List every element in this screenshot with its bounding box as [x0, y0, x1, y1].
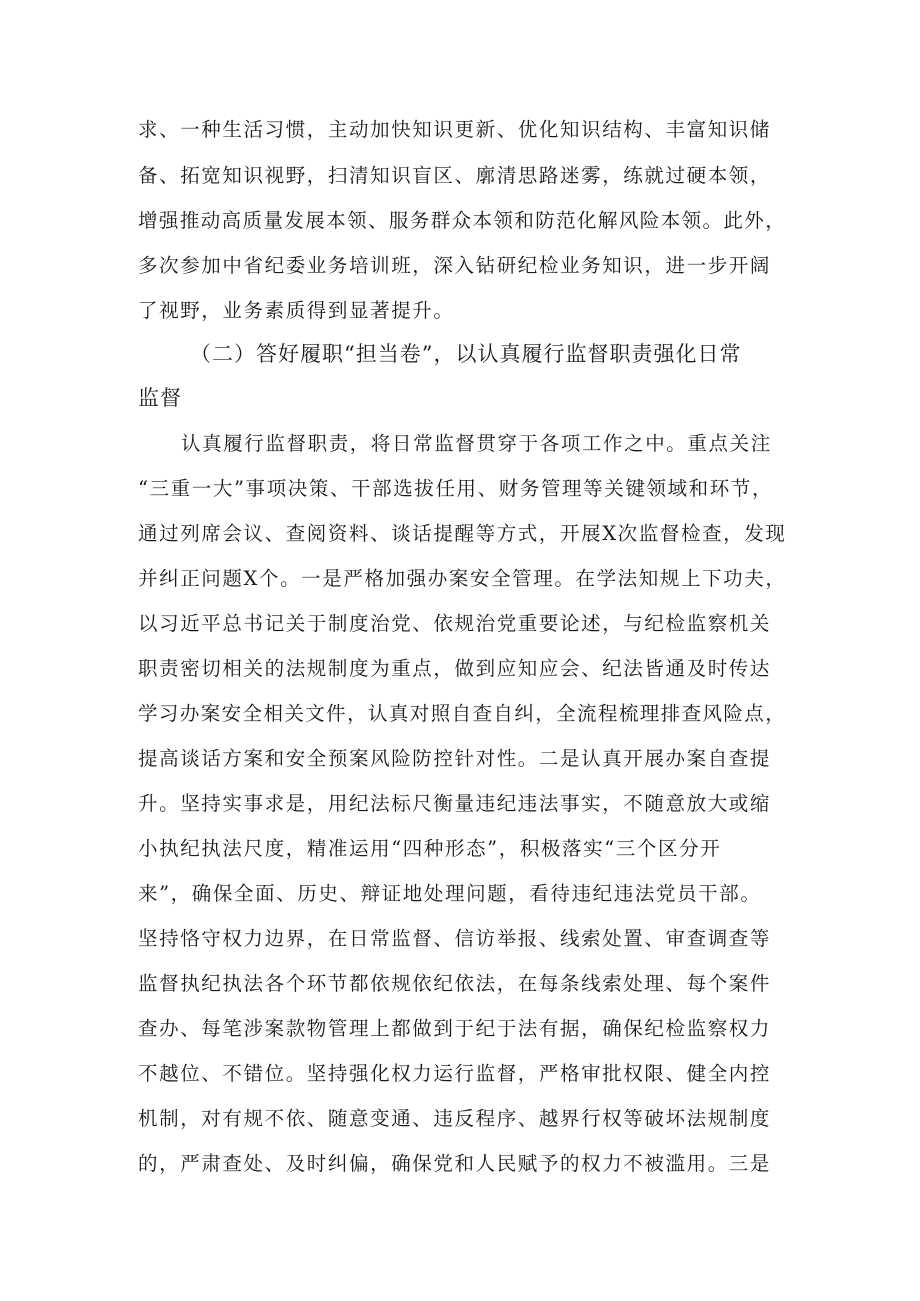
paragraph-2-line-11: 来”，确保全面、历史、辩证地处理问题，看待违纪违法党员干部。	[138, 882, 762, 905]
paragraph-2-line-16: 机制，对有规不依、随意变通、违反程序、越界行权等破坏法规制度	[138, 1107, 772, 1130]
section-heading-line-1: （二）答好履职“担当卷”，以认真履行监督职责强化日常	[190, 342, 742, 366]
paragraph-2-line-17: 的，严肃查处、及时纠偏，确保党和人民赋予的权力不被滥用。三是	[138, 1152, 772, 1175]
paragraph-1-line-3: 增强推动高质量发展本领、服务群众本领和防范化解风险本领。此外，	[138, 209, 787, 232]
paragraph-2-line-1: 认真履行监督职责，将日常监督贯穿于各项工作之中。重点关注	[181, 432, 772, 455]
paragraph-2-line-7: 学习办案安全相关文件，认真对照自查自纠，全流程梳理排查风险点，	[138, 702, 787, 725]
paragraph-2-line-5: 以习近平总书记关于制度治党、依规治党重要论述，与纪检监察机关	[138, 612, 772, 635]
paragraph-2-line-14: 查办、每笔涉案款物管理上都做到于纪于法有据，确保纪检监察权力	[138, 1017, 772, 1040]
paragraph-2-line-15: 不越位、不错位。坚持强化权力运行监督，严格审批权限、健全内控	[138, 1062, 772, 1085]
paragraph-2-line-8: 提高谈话方案和安全预案风险防控针对性。二是认真开展办案自查提	[138, 747, 772, 770]
paragraph-2-line-4: 并纠正问题X个。一是严格加强办案安全管理。在学法知规上下功夫，	[138, 567, 787, 590]
paragraph-1-line-4: 多次参加中省纪委业务培训班，深入钻研纪检业务知识，进一步开阔	[138, 254, 772, 277]
section-heading-line-2: 监督	[138, 386, 182, 410]
paragraph-1-line-1: 求、一种生活习惯，主动加快知识更新、优化知识结构、丰富知识储	[138, 118, 772, 141]
paragraph-1-line-2: 备、拓宽知识视野，扫清知识盲区、廓清思路迷雾，练就过硬本领，	[138, 164, 772, 187]
paragraph-2-line-12: 坚持恪守权力边界，在日常监督、信访举报、线索处置、审查调查等	[138, 927, 772, 950]
paragraph-2-line-6: 职责密切相关的法规制度为重点，做到应知应会、纪法皆通及时传达	[138, 657, 772, 680]
paragraph-2-line-3: 通过列席会议、查阅资料、谈话提醒等方式，开展X次监督检查，发现	[138, 522, 787, 545]
paragraph-2-line-10: 小执纪执法尺度，精准运用“四种形态”，积极落实“三个区分开	[138, 837, 722, 860]
paragraph-2-line-2: “三重一大”事项决策、干部选拔任用、财务管理等关键领域和环节，	[138, 477, 774, 500]
paragraph-1-line-5: 了视野，业务素质得到显著提升。	[138, 299, 455, 322]
paragraph-2-line-13: 监督执纪执法各个环节都依规依纪依法，在每条线索处理、每个案件	[138, 972, 772, 995]
paragraph-2-line-9: 升。坚持实事求是，用纪法标尺衡量违纪违法事实，不随意放大或缩	[138, 792, 772, 815]
